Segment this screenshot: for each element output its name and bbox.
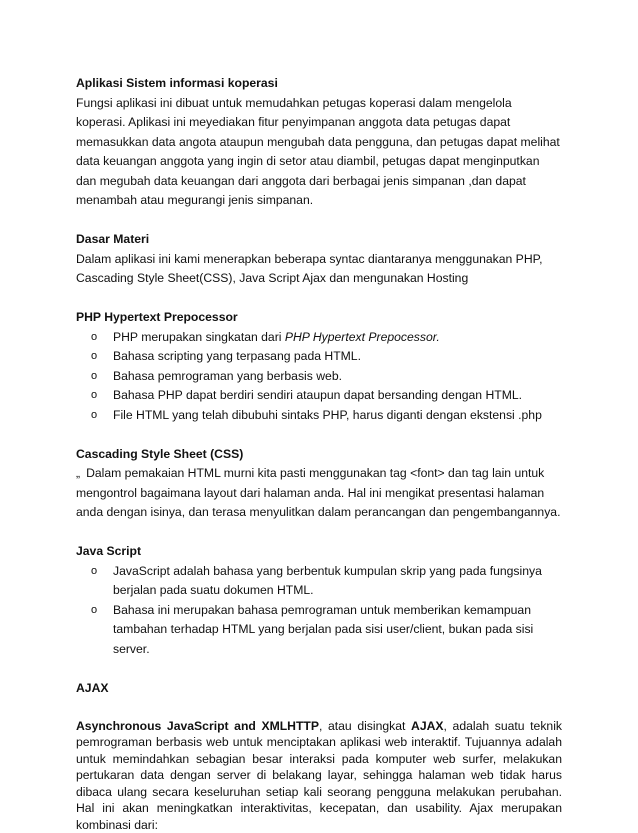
ajax-text-rest: , adalah suatu teknik pemrograman berbasis web untuk menciptakan aplikasi web interaktif. Tujuannya adalah untuk memindahkan sebagian besar interaksi pada komputer web surfer, melakukan pertukaran data dengan server di belakang layar, sehingga halaman web tidak harus dibaca ulang secara keseluruhan setiap kali seorang pengguna melakukan perubahan. Hal ini akan meningkatkan interaktivitas, kecepatan, dan usability. Ajax merupakan kombinasi dari: (76, 719, 562, 832)
spacer (76, 289, 562, 309)
ajax-text-mid: , atau disingkat (319, 719, 411, 733)
bullet-marker: o (91, 406, 97, 426)
php-item-text: PHP merupakan singkatan dari (113, 330, 285, 344)
bullet-marker: o (91, 386, 97, 406)
section-body-css (76, 464, 562, 523)
list-item (76, 328, 562, 348)
javascript-item-text: JavaScript adalah bahasa yang berbentuk kumpulan skrip yang pada fungsinya berjalan pada suatu dokumen HTML. (113, 564, 542, 598)
php-item-text: Bahasa PHP dapat berdiri sendiri ataupun dapat bersanding dengan HTML. (113, 388, 522, 402)
list-item (76, 406, 562, 426)
php-item-text: Bahasa scripting yang terpasang pada HTML. (113, 349, 361, 363)
list-item (76, 386, 562, 406)
php-item-text: Bahasa pemrograman yang berbasis web. (113, 369, 342, 383)
ajax-bold-abbr: AJAX (411, 719, 444, 733)
section-title-ajax: AJAX (76, 679, 562, 699)
spacer (76, 523, 562, 543)
section-title-css: Cascading Style Sheet (CSS) (76, 445, 562, 465)
javascript-item-text: Bahasa ini merupakan bahasa pemrograman untuk memberikan kemampuan tambahan terhadap HTML yang berjalan pada sisi user/client, bukan pada sisi server. (113, 603, 533, 656)
php-item-emphasis: PHP Hypertext Prepocessor. (285, 330, 440, 344)
section-title-javascript: Java Script (76, 542, 562, 562)
spacer (76, 211, 562, 231)
javascript-list (76, 562, 562, 660)
css-body-text: Dalam pemakaian HTML murni kita pasti menggunakan tag <font> dan tag lain untuk mengontrol bagaimana layout dari halaman anda. Hal ini mengikat presentasi halaman anda dengan isinya, dan terasa menyulitkan dalam perancangan dan pengembangannya. (76, 466, 560, 519)
php-list (76, 328, 562, 426)
section-title-php: PHP Hypertext Prepocessor (76, 308, 562, 328)
section-body-dasar: Dalam aplikasi ini kami menerapkan beberapa syntac diantaranya menggunakan PHP, Cascading Style Sheet(CSS), Java Script Ajax dan mengunakan Hosting (76, 250, 562, 289)
section-title-aplikasi: Aplikasi Sistem informasi koperasi (76, 74, 562, 94)
bullet-marker: o (91, 328, 97, 348)
section-body-ajax (76, 718, 562, 833)
spacer (76, 698, 562, 718)
php-item-text: File HTML yang telah dibubuhi sintaks PHP, harus diganti dengan ekstensi .php (113, 408, 542, 422)
section-title-dasar: Dasar Materi (76, 230, 562, 250)
list-item (76, 367, 562, 387)
list-item (76, 347, 562, 367)
document-content (76, 74, 562, 833)
bullet-marker: o (91, 601, 97, 621)
bullet-marker: o (91, 367, 97, 387)
bullet-marker: o (91, 562, 97, 582)
list-item (76, 562, 562, 601)
section-body-aplikasi: Fungsi aplikasi ini dibuat untuk memudahkan petugas koperasi dalam mengelola koperasi. Aplikasi ini meyediakan fitur penyimpanan anggota data petugas dapat memasukkan data angota ataupun mengubah data pengguna, dan petugas dapat melihat data keuangan anggota yang ingin di setor atau diambil, petugas dapat menginputkan dan megubah data keuangan dari anggota dari berbagai jenis simpanan ,dan dapat menambah atau megurangi jenis simpanan. (76, 94, 562, 211)
spacer (76, 425, 562, 445)
spacer (76, 659, 562, 679)
ajax-bold-lead: Asynchronous JavaScript and XMLHTTP (76, 719, 319, 733)
intro-mark: „ (76, 466, 80, 480)
bullet-marker: o (91, 347, 97, 367)
list-item (76, 601, 562, 660)
